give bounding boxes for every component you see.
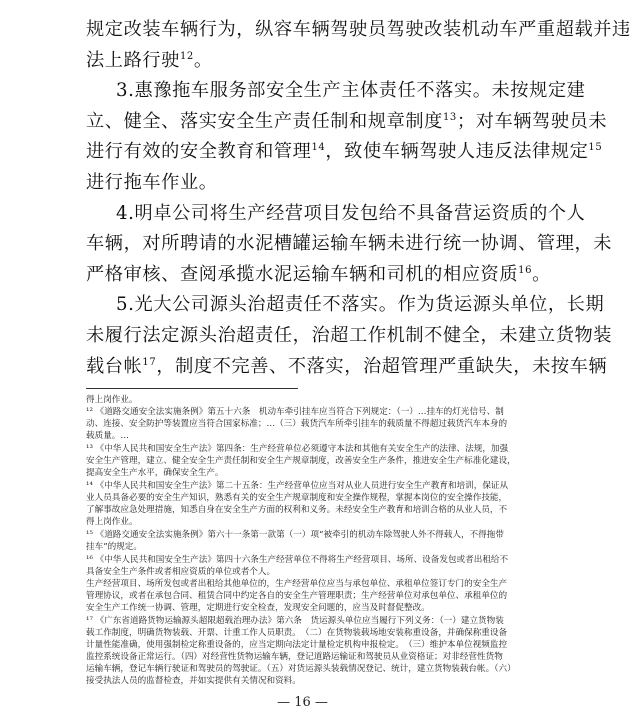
footnote-line: 具备安全生产条件或者相应资质的单位或者个人。: [86, 567, 276, 577]
footnote-ref-15[interactable]: 15: [588, 142, 603, 154]
footnote-ref-13[interactable]: 13: [442, 111, 457, 123]
footnote-line: 提高安全生产水平，确保安全生产。: [86, 468, 224, 478]
footnote-15: ¹⁵ 《道路交通安全法实施条例》第六十一条第一款第（一）项“被牵引的机动车除驾驶人外不得载人，不得拖带: [86, 530, 504, 540]
body-text: 载台帐: [86, 355, 143, 377]
body-line-12: [86, 355, 608, 378]
body-text: 未履行法定源头治超责任，治超工作机制不健全，未建立货物装: [86, 325, 613, 346]
footnote-line: 运输车辆，登记车辆行驶证和驾驶员的驾驶证。（五）对货运源头装载情况登记、统计，建立货物装载台帐。（六）: [86, 664, 516, 674]
footnote-line: 生产经营项目、场所发包或者出租给其他单位的，生产经营单位应当与承包单位、承租单位签订专门的安全生产: [86, 579, 508, 589]
body-line-9: 严格审核、查阅承揽水泥运输车辆和司机的相应资质$^{16}$。: [86, 263, 551, 285]
footnote-line: 计量性能准确，使用强制检定称重设备的，应当定期向法定计量检定机构申报检定。 （三）维护本单位视频监控: [86, 640, 508, 650]
body-text: 5.光大公司源头治超责任不落实。作为货运源头单位，长期: [116, 294, 605, 316]
footnote-line: 载工作制度，明确货物装载、开票、计重工作人员职责。 （二）在货物装载场地安装称重设备，并确保称重设备: [86, 628, 508, 638]
footnote-line: 动、连接、安全防护等装置应当符合国家标准；…（三）载货汽车所牵引挂车的载质量不得超过载货汽车本身的: [86, 419, 508, 429]
body-line-1: 规定改装车辆行为，纵容车辆驾驶员驾驶改装机动车严重超载并违: [86, 19, 631, 40]
body-line-8: 车辆，对所聘请的水泥槽罐运输车辆未进行统一协调、管理，未: [86, 233, 613, 255]
page-number: — 16 —: [277, 695, 328, 710]
footnote-ref-14[interactable]: 14: [311, 142, 326, 154]
body-line-6: 进行拖车作业。: [86, 172, 218, 193]
footnote-line: 得上岗作业。: [86, 517, 138, 527]
footnote-16: ¹⁶ 《中华人民共和国安全生产法》第四十六条生产经营单位不得将生产经营项目、场所、设备发包或者出租给不: [86, 555, 509, 565]
footnote-rule: [86, 388, 298, 389]
footnote-line: 挂车”的规定。: [86, 542, 142, 552]
body-line-5: 进行有效的安全教育和管理$^{14}$，致使车辆驾驶人违反法律规定$^{15}$: [86, 141, 603, 163]
body-line-10: [116, 294, 605, 316]
footnote-14: ¹⁴ 《中华人民共和国安全生产法》第二十五条：生产经营单位应当对从业人员进行安全生产教育和培训，保证从: [86, 481, 509, 491]
footnote-line: 得上岗作业。: [86, 395, 138, 405]
footnote-line: 安全生产管理，建立、健全安全生产责任制和安全生产规章制度，改善安全生产条件，推进安全生产标准化建设，: [86, 456, 516, 466]
body-line-2: 法上路行驶$^{12}$。: [86, 49, 213, 71]
footnote-line: 载质量。…: [86, 431, 129, 441]
footnote-line: 管理协议，或者在承包合同、租赁合同中约定各自的安全生产管理职责；生产经营单位对承包单位、承租单位的: [86, 591, 508, 601]
footnote-ref-16[interactable]: 16: [518, 264, 533, 276]
footnote-line: 监控系统设备正常运行。（四）对经营性货物运输车辆，登记道路运输证和驾驶员从业资格证；对非经营性货物: [86, 652, 503, 662]
footnote-ref-17[interactable]: 17: [142, 356, 157, 368]
footnote-12: ¹² 《道路交通安全法实施条例》第五十六条 机动车牵引挂车应当符合下列规定：（一）…挂车的灯光信号、制: [86, 407, 504, 417]
footnote-line: 接受执法人员的监督检查，并如实提供有关情况和资料。: [86, 676, 301, 686]
footnote-line: 安全生产工作统一协调、管理，定期进行安全检查，发现安全问题的，应当及时督促整改。: [86, 603, 430, 613]
body-line-3: 3.惠豫拖车服务部安全生产主体责任不落实。未按规定建: [116, 80, 586, 102]
body-line-7: 4.明卓公司将生产经营项目发包给不具备营运资质的个人: [116, 202, 586, 224]
body-text: ，制度不完善、不落实，治超管理严重缺失，未按车辆: [156, 355, 608, 377]
footnote-line: 业人员具备必要的安全生产知识，熟悉有关的安全生产规章制度和安全操作规程，掌握本岗位的安全操作技能，: [86, 493, 508, 503]
body-line-11: [86, 325, 613, 347]
footnote-line: 了解事故应急处理措施，知悉自身在安全生产方面的权利和义务。未经安全生产教育和培训合格的从业人员，不: [86, 505, 508, 515]
body-line-4: 立、健全、落实安全生产责任制和规章制度$^{13}$；对车辆驾驶员未: [86, 110, 608, 132]
footnote-13: ¹³ 《中华人民共和国安全生产法》第四条：生产经营单位必须遵守本法和其他有关安全生产的法律、法规，加强: [86, 444, 509, 454]
footnote-17: ¹⁷ 《广东省道路货物运输源头超限超载治理办法》第六条 货运源头单位应当履行下列义务：（一）建立货物装: [86, 616, 504, 626]
footnote-ref-12[interactable]: 12: [179, 50, 194, 62]
